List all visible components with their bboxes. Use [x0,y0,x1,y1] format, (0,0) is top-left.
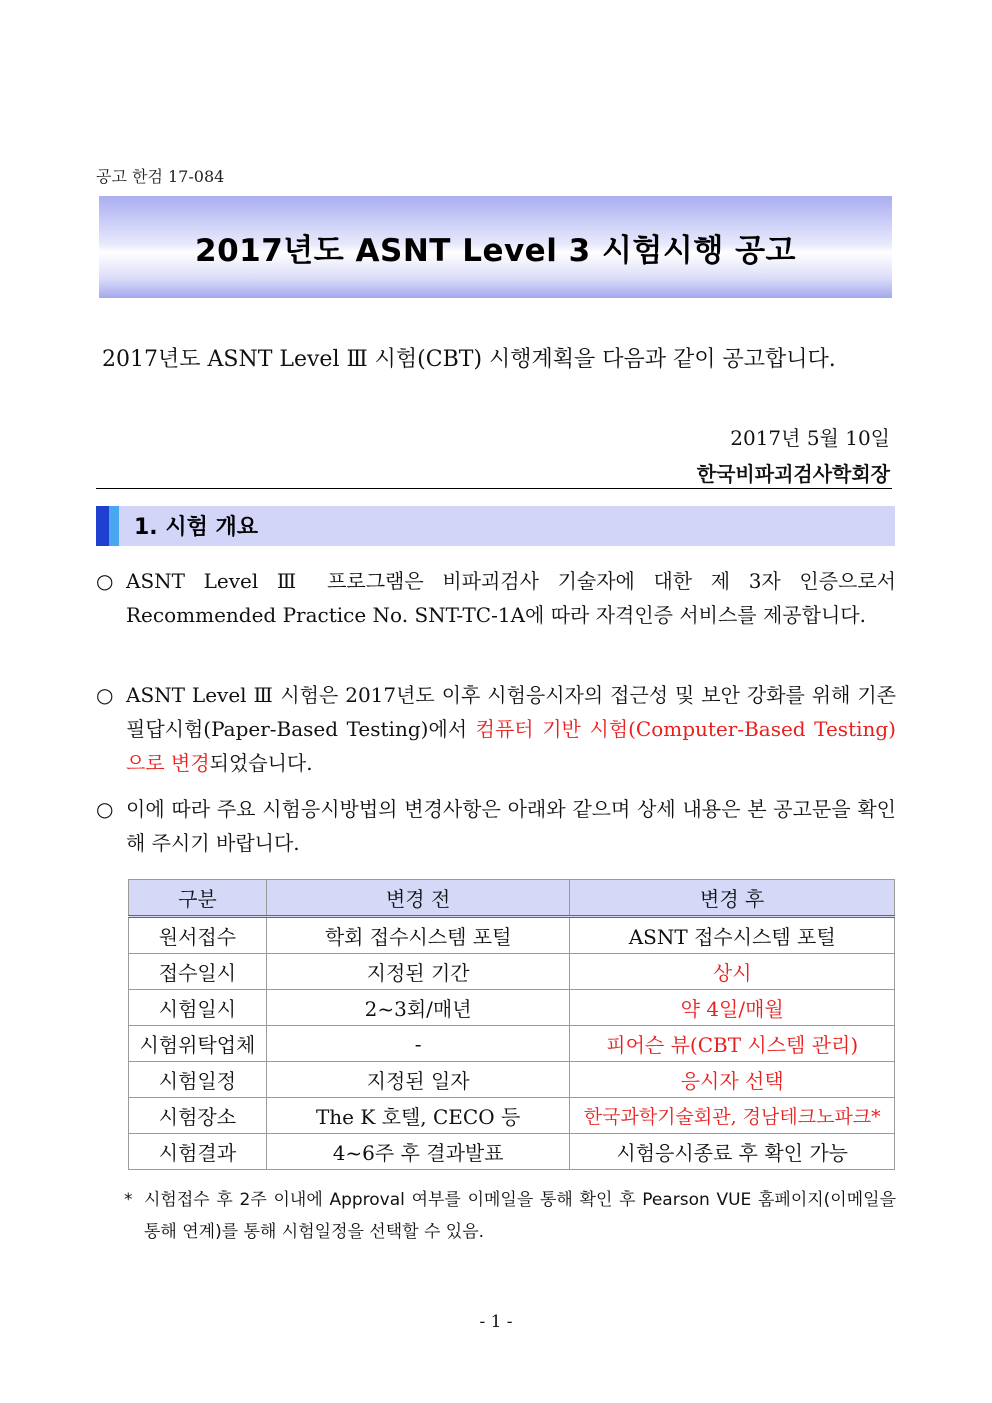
bullet-text-2-highlight: 컴퓨터 기반 시험(Computer-Based Testing)으로 변경 [126,717,896,775]
table-header-row [129,880,895,917]
table-header-after: 변경 후 [570,880,895,917]
announcement-date: 2017년 5월 10일 [730,426,890,450]
comparison-table [128,879,895,1170]
circle-bullet-icon: ○ [96,797,114,821]
circle-bullet-icon: ○ [96,569,114,593]
cell-item: 시험결과 [129,1134,267,1170]
cell-item: 시험일시 [129,990,267,1026]
bullet-item-1 [96,564,896,632]
title-banner [99,196,892,298]
page-number: - 1 - [479,1312,513,1332]
cell-after: 상시 [570,954,895,990]
cell-after: 피어슨 뷰(CBT 시스템 관리) [570,1026,895,1062]
cell-after: ASNT 접수시스템 포털 [570,917,895,954]
section-heading-text: 1. 시험 개요 [134,515,258,540]
bullet-text-3: 이에 따라 주요 시험응시방법의 변경사항은 아래와 같으며 상세 내용은 본 공고문을 확인해 주시기 바랍니다. [126,797,896,855]
bullet-item-3 [96,792,896,860]
cell-after: 응시자 선택 [570,1062,895,1098]
table-header-before: 변경 전 [266,880,570,917]
cell-before: 지정된 기간 [266,954,570,990]
table-row [129,917,895,954]
cell-before: 지정된 일자 [266,1062,570,1098]
cell-item: 시험위탁업체 [129,1026,267,1062]
table-row [129,954,895,990]
table-row [129,990,895,1026]
table-row [129,1098,895,1134]
footnote [124,1184,896,1248]
table-row [129,1134,895,1170]
cell-item: 시험일정 [129,1062,267,1098]
document-title: 2017년도 ASNT Level 3 시험시행 공고 [195,232,796,269]
cell-after: 약 4일/매월 [570,990,895,1026]
cell-before: 4~6주 후 결과발표 [266,1134,570,1170]
section-bar-dark [96,506,109,546]
bullet-text-1: ASNT Level Ⅲ 프로그램은 비파괴검사 기술자에 대한 제 3자 인증으로서 Recommended Practice No. SNT-TC-1A에 따라 자격인증 서비스를 제공합니다. [126,569,896,627]
cell-before: 학회 접수시스템 포털 [266,917,570,954]
footnote-mark: * [124,1190,133,1210]
intro-paragraph: 2017년도 ASNT Level Ⅲ 시험(CBT) 시행계획을 다음과 같이 공고합니다. [102,347,836,372]
section-heading [96,506,895,546]
divider-line [96,488,892,489]
cell-item: 시험장소 [129,1098,267,1134]
bullet-text-2-before: ASNT Level Ⅲ 시험은 2017년도 이후 시험응시자의 접근성 및 보안 강화를 위해 기존 필답시험(Paper-Based Testing)에서 [126,683,896,741]
cell-item: 원서접수 [129,917,267,954]
cell-before: 2~3회/매년 [266,990,570,1026]
table-header-item: 구분 [129,880,267,917]
bullet-item-2 [96,678,896,780]
table-row [129,1062,895,1098]
signer: 한국비파괴검사학회장 [696,462,890,486]
cell-before: - [266,1026,570,1062]
notice-number: 공고 한검 17-084 [96,167,225,186]
table-row [129,1026,895,1062]
cell-after: 한국과학기술회관, 경남테크노파크* [570,1098,895,1134]
bullet-text-2 [126,678,896,780]
bullet-text-2-after: 되었습니다. [209,751,313,775]
cell-item: 접수일시 [129,954,267,990]
cell-before: The K 호텔, CECO 등 [266,1098,570,1134]
section-bar-light [109,506,119,546]
circle-bullet-icon: ○ [96,683,114,707]
cell-after: 시험응시종료 후 확인 가능 [570,1134,895,1170]
footnote-text: 시험접수 후 2주 이내에 Approval 여부를 이메일을 통해 확인 후 Pearson VUE 홈페이지(이메일을 통해 연계)를 통해 시험일정을 선택할 수 있음. [144,1190,896,1242]
